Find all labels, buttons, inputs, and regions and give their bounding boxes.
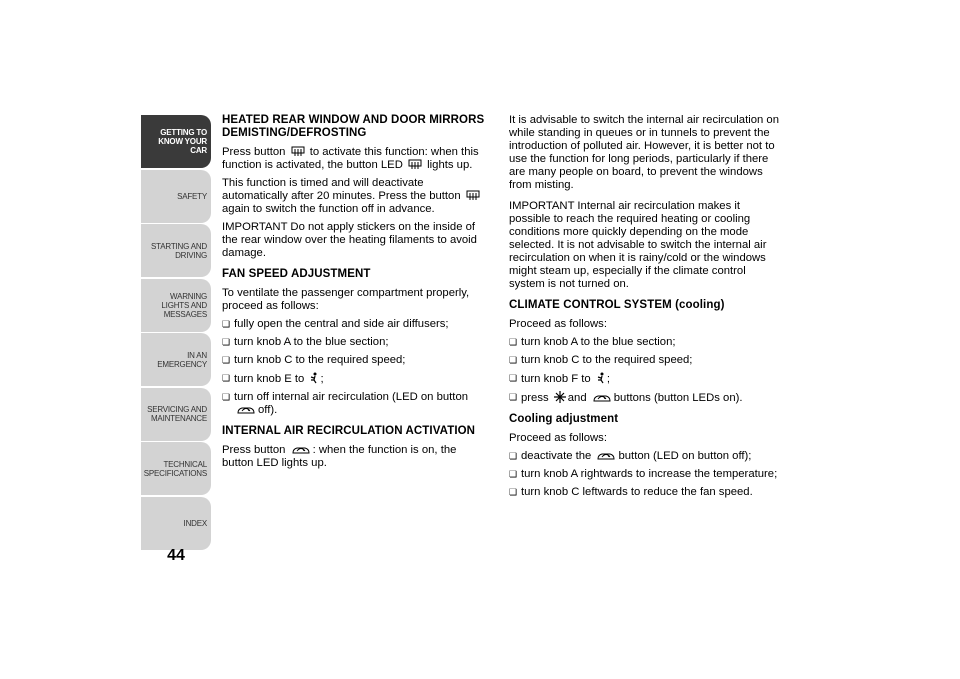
recirculation-car-icon <box>236 404 256 415</box>
list-item: ❏ turn knob C leftwards to reduce the fan speed. <box>509 486 753 498</box>
heated-important: IMPORTANT Do not apply stickers on the inside of the rear window over the heating filaments to avoid damage. <box>222 221 477 259</box>
column-right <box>509 114 781 504</box>
checkbox-bullet-icon: ❏ <box>222 392 231 402</box>
fan-speed-heading: FAN SPEED ADJUSTMENT <box>222 268 371 280</box>
recirculation-car-icon <box>596 450 616 461</box>
tab-safety[interactable]: SAFETY <box>141 170 211 223</box>
recirculation-heading: INTERNAL AIR RECIRCULATION ACTIVATION <box>222 425 476 437</box>
tab-technical-specifications[interactable]: TECHNICAL SPECIFICATIONS <box>141 442 211 495</box>
page-number: 44 <box>167 547 185 564</box>
recirculation-p1: Press button : when the function is on, the button LED lights up. <box>222 444 457 469</box>
list-item: ❏ turn knob A to the blue section; <box>509 336 676 348</box>
list-item: ❏ deactivate the button (LED on button off); <box>509 450 752 462</box>
list-item: ❏ press and buttons (button LEDs on). <box>509 392 743 404</box>
climate-control-heading: CLIMATE CONTROL SYSTEM (cooling) <box>509 299 725 311</box>
checkbox-bullet-icon: ❏ <box>509 451 518 461</box>
heated-p1: Press button to activate this function: when this function is activated, the button LED lights up. <box>222 146 479 171</box>
rear-window-defrost-icon <box>466 190 480 201</box>
heated-rear-window-heading: HEATED REAR WINDOW AND DOOR MIRRORS DEMISTING/DEFROSTING <box>222 114 485 139</box>
sidebar <box>141 115 211 551</box>
recirculation-important: IMPORTANT Internal air recirculation makes it possible to reach the required heating or cooling conditions more quickly depending on the mode selected. It is not advisable to switch the internal air recirculation on when it is rainy/cold or the windows might steam up, especially if the climate control system is not turned on. <box>509 200 767 290</box>
checkbox-bullet-icon: ❏ <box>509 469 518 479</box>
rear-window-defrost-icon <box>291 146 305 157</box>
tab-starting-and-driving[interactable]: STARTING AND DRIVING <box>141 224 211 277</box>
fan-intro: To ventilate the passenger compartment properly, proceed as follows: <box>222 287 470 312</box>
list-item: ❏ turn off internal air recirculation (LED on button off). <box>222 391 469 416</box>
checkbox-bullet-icon: ❏ <box>222 373 231 383</box>
checkbox-bullet-icon: ❏ <box>509 487 518 497</box>
tab-index[interactable]: INDEX <box>141 497 211 550</box>
snowflake-ac-icon <box>554 391 566 403</box>
rear-window-defrost-icon <box>408 159 422 170</box>
column-left <box>222 114 488 475</box>
cooling-intro: Proceed as follows: <box>509 432 607 444</box>
list-item: ❏ turn knob A rightwards to increase the temperature; <box>509 468 778 480</box>
heated-p2: This function is timed and will deactivate automatically after 20 minutes. Press the button again to switch the function off in advance. <box>222 177 488 216</box>
recirculation-advice: It is advisable to switch the internal air recirculation on while standing in queues or in tunnels to prevent the introduction of polluted air. However, it is better not to use the function for long periods, particularly if there are many people on board, to prevent the windows from misting. <box>509 114 780 191</box>
checkbox-bullet-icon: ❏ <box>222 337 231 347</box>
list-item: ❏ fully open the central and side air diffusers; <box>222 318 449 330</box>
list-item: ❏ turn knob E to ; <box>222 373 324 385</box>
checkbox-bullet-icon: ❏ <box>222 355 231 365</box>
list-item: ❏ turn knob C to the required speed; <box>222 354 406 366</box>
list-item: ❏ turn knob F to ; <box>509 373 610 385</box>
recirculation-car-icon <box>291 444 311 455</box>
climate-intro: Proceed as follows: <box>509 318 607 330</box>
checkbox-bullet-icon: ❏ <box>509 337 518 347</box>
checkbox-bullet-icon: ❏ <box>509 373 518 383</box>
list-item: ❏ turn knob A to the blue section; <box>222 336 389 348</box>
checkbox-bullet-icon: ❏ <box>509 392 518 402</box>
air-to-face-icon <box>596 372 605 384</box>
air-to-face-icon <box>309 372 318 384</box>
tab-getting-to-know-your-car[interactable]: GETTING TO KNOW YOUR CAR <box>141 115 211 168</box>
checkbox-bullet-icon: ❏ <box>509 355 518 365</box>
tab-in-an-emergency[interactable]: IN AN EMERGENCY <box>141 333 211 386</box>
checkbox-bullet-icon: ❏ <box>222 319 231 329</box>
cooling-adjustment-heading: Cooling adjustment <box>509 413 619 425</box>
list-item: ❏ turn knob C to the required speed; <box>509 354 693 366</box>
tab-servicing[interactable]: SERVICING AND MAINTENANCE <box>141 388 211 441</box>
recirculation-car-icon <box>592 392 612 403</box>
tab-warning-lights[interactable]: WARNING LIGHTS AND MESSAGES <box>141 279 211 332</box>
